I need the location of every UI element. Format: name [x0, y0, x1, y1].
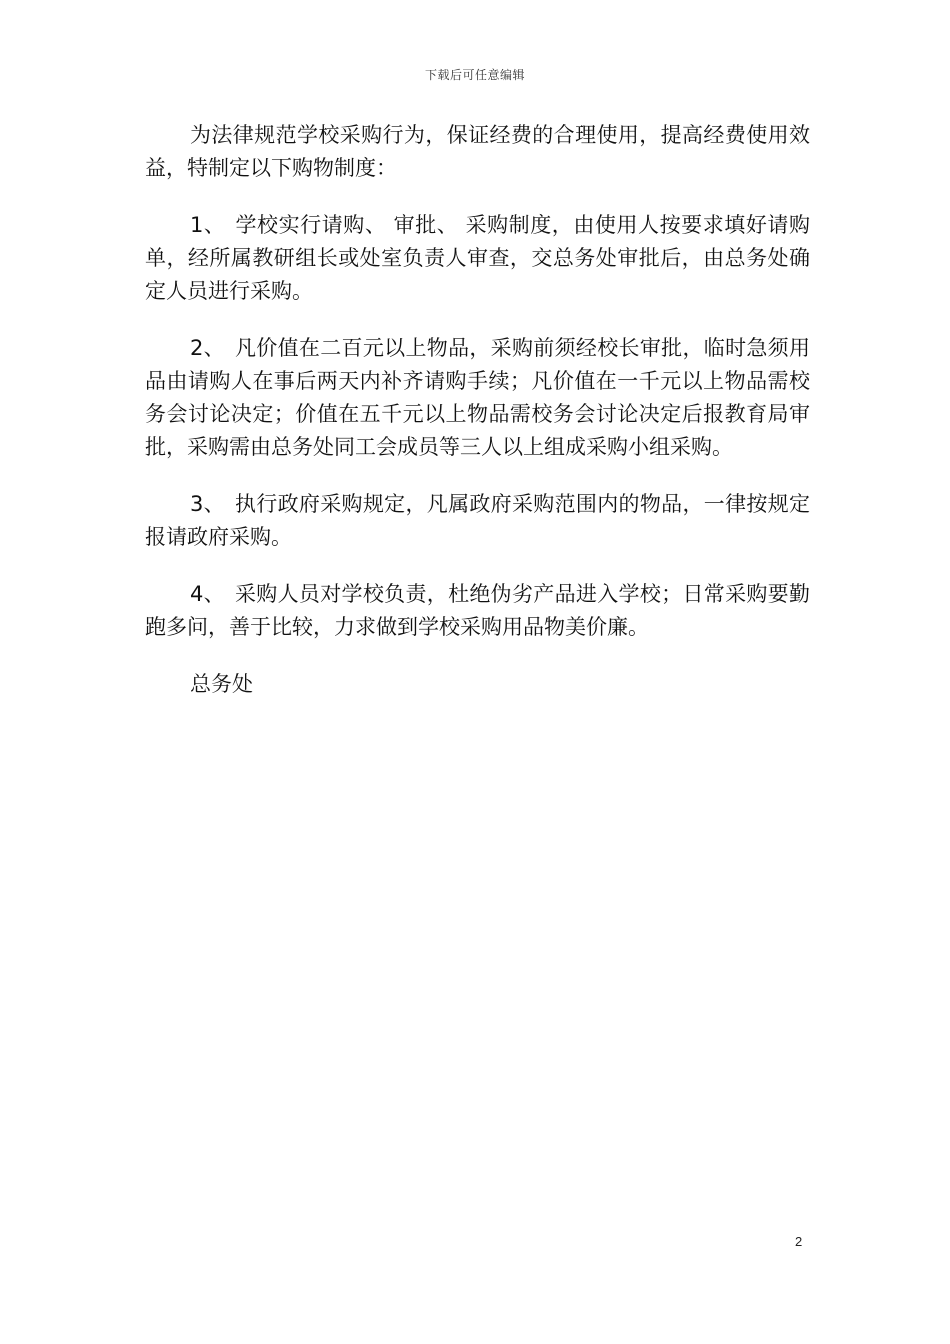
- intro-paragraph: 为法律规范学校采购行为，保证经费的合理使用，提高经费使用效益，特制定以下购物制度：: [145, 123, 810, 180]
- rule-number: 1、: [190, 213, 226, 237]
- rule-text: 凡价值在二百元以上物品，采购前须经校长审批，临时急须用品由请购人在事后两天内补齐请购手续；凡价值在一千元以上物品需校务会讨论决定；价值在五千元以上物品需校务会讨论决定后报教育局审批，采购需由总务处同工会成员等三人以上组成采购小组采购。: [145, 336, 810, 459]
- rule-text: 执行政府采购规定，凡属政府采购范围内的物品，一律按规定报请政府采购。: [145, 492, 810, 549]
- signature: 总务处: [190, 672, 253, 696]
- rule-number: 3、: [190, 492, 225, 516]
- rule-number: 2、: [190, 336, 225, 360]
- rule-item-1: [145, 209, 810, 308]
- rule-text: 采购人员对学校负责，杜绝伪劣产品进入学校；日常采购要勤跑多问，善于比较，力求做到学校采购用品物美价廉。: [145, 582, 810, 639]
- page-header: 下载后可任意编辑: [424, 68, 525, 82]
- rule-item-4: [145, 578, 810, 644]
- rule-item-3: [145, 488, 810, 554]
- document-body: [145, 119, 810, 701]
- rule-item-2: [145, 332, 810, 464]
- rule-number: 4、: [190, 582, 225, 606]
- page-number: 2: [795, 1234, 803, 1249]
- rule-text: 学校实行请购、 审批、 采购制度，由使用人按要求填好请购单，经所属教研组长或处室负责人审查，交总务处审批后，由总务处确定人员进行采购。: [145, 213, 810, 303]
